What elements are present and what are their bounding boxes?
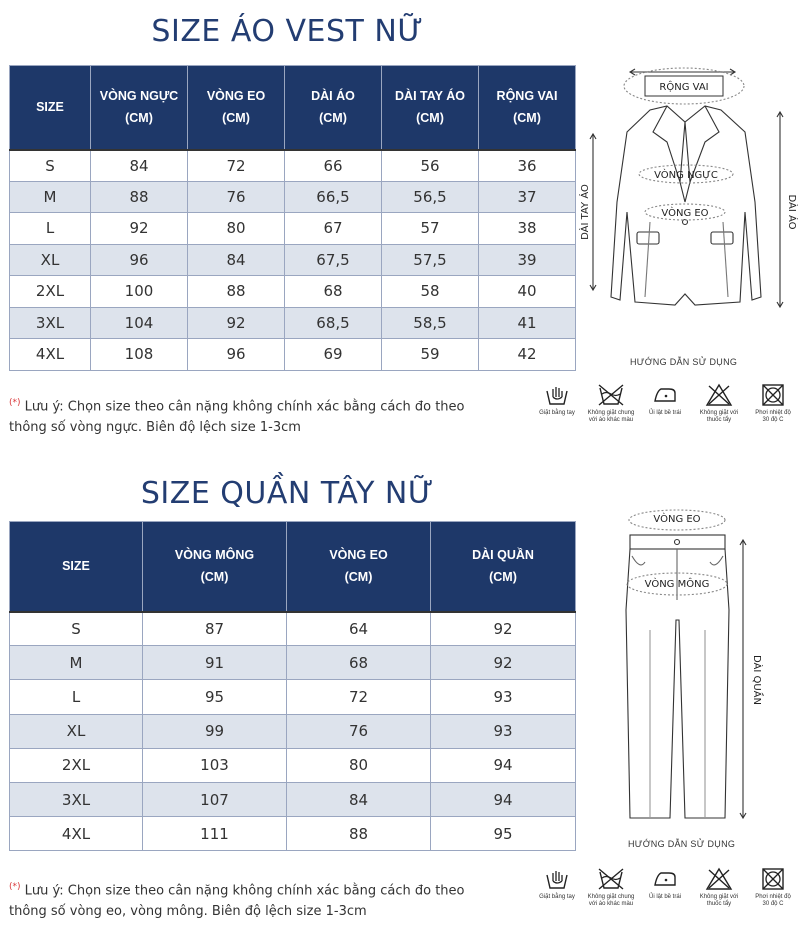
header-size: SIZE <box>10 66 91 150</box>
table-row <box>10 181 576 213</box>
care-label: Giặt bằng tay <box>539 410 575 416</box>
pants-length-label: DÀI QUẦN <box>751 654 762 706</box>
hand-wash-icon <box>544 383 570 407</box>
note-text: Lưu ý: Chọn size theo cân nặng không chính xác bằng cách đo theo <box>24 399 465 415</box>
table-row <box>10 714 576 748</box>
table-cell: 72 <box>287 680 431 714</box>
header-sleeve: DÀI TAY ÁO (CM) <box>382 66 479 150</box>
size-cell: 4XL <box>10 339 91 371</box>
care-label: thuốc tẩy <box>706 417 732 423</box>
care-item <box>584 383 638 424</box>
table-cell: 91 <box>143 646 287 680</box>
size-cell: L <box>10 680 143 714</box>
table-cell: 57,5 <box>382 244 479 276</box>
table-cell: 111 <box>143 817 287 851</box>
care-label: với áo khác màu <box>588 417 634 423</box>
care-item <box>530 867 584 908</box>
table-cell: 40 <box>479 276 576 308</box>
pants-measurement-diagram <box>600 500 770 830</box>
table-row <box>10 307 576 339</box>
table-cell: 56,5 <box>382 181 479 213</box>
table-row <box>10 782 576 816</box>
vest-size-title: SIZE ÁO VEST NỮ <box>151 14 424 49</box>
table-cell: 69 <box>285 339 382 371</box>
size-cell: S <box>10 150 91 182</box>
table-cell: 84 <box>91 150 188 182</box>
table-row <box>10 646 576 680</box>
care-guide-title: HƯỚNG DẪN SỬ DỤNG <box>628 839 736 849</box>
care-label: với áo khác màu <box>588 901 634 907</box>
header-shoulder: RỘNG VAI (CM) <box>479 66 576 150</box>
table-row <box>10 244 576 276</box>
header-waist: VÒNG EO (CM) <box>287 522 431 612</box>
table-cell: 42 <box>479 339 576 371</box>
table-cell: 94 <box>431 748 576 782</box>
table-cell: 104 <box>91 307 188 339</box>
size-cell: 3XL <box>10 307 91 339</box>
header-waist: VÒNG EO (CM) <box>188 66 285 150</box>
table-cell: 88 <box>91 181 188 213</box>
hand-wash-icon <box>544 867 570 891</box>
table-cell: 92 <box>188 307 285 339</box>
table-cell: 76 <box>188 181 285 213</box>
table-cell: 58,5 <box>382 307 479 339</box>
table-cell: 66 <box>285 150 382 182</box>
table-cell: 68 <box>287 646 431 680</box>
table-cell: 57 <box>382 213 479 245</box>
care-item <box>746 867 800 908</box>
note-asterisk: (*) <box>9 398 21 408</box>
table-cell: 87 <box>143 612 287 646</box>
no-bleach-icon <box>705 383 733 407</box>
note-asterisk: (*) <box>9 882 21 892</box>
care-item <box>746 383 800 424</box>
jacket-length-label: DÀI ÁO <box>786 194 797 230</box>
care-icons-row <box>530 867 800 908</box>
care-item <box>530 383 584 424</box>
table-cell: 95 <box>143 680 287 714</box>
sleeve-length-label: DÀI TAY ÁO <box>580 184 591 240</box>
care-item <box>692 383 746 424</box>
table-cell: 100 <box>91 276 188 308</box>
table-row <box>10 612 576 646</box>
size-cell: 2XL <box>10 748 143 782</box>
table-cell: 84 <box>188 244 285 276</box>
care-guide-title: HƯỚNG DẪN SỬ DỤNG <box>630 357 738 367</box>
vest-measurement-diagram <box>575 62 800 362</box>
care-item <box>638 867 692 908</box>
table-cell: 103 <box>143 748 287 782</box>
table-header-row <box>10 66 576 150</box>
size-cell: M <box>10 646 143 680</box>
size-cell: XL <box>10 244 91 276</box>
table-cell: 99 <box>143 714 287 748</box>
care-item <box>692 867 746 908</box>
table-row <box>10 150 576 182</box>
table-cell: 68,5 <box>285 307 382 339</box>
table-cell: 92 <box>91 213 188 245</box>
header-hip: VÒNG MÔNG (CM) <box>143 522 287 612</box>
care-label: Ủi lật bề trái <box>648 410 681 416</box>
note-text: thông số vòng ngực. Biên độ lệch size 1-3cm <box>9 420 301 436</box>
care-label: Không giặt chung <box>587 894 635 900</box>
dry-30c-icon <box>760 383 786 407</box>
table-cell: 38 <box>479 213 576 245</box>
table-cell: 56 <box>382 150 479 182</box>
care-label: 30 độ C <box>762 901 784 907</box>
table-cell: 88 <box>287 817 431 851</box>
header-chest: VÒNG NGỰC (CM) <box>91 66 188 150</box>
pants-size-note <box>9 877 479 922</box>
table-row <box>10 339 576 371</box>
table-cell: 107 <box>143 782 287 816</box>
no-bleach-icon <box>705 867 733 891</box>
table-cell: 59 <box>382 339 479 371</box>
care-label: Giặt bằng tay <box>539 894 575 900</box>
note-text: thông số vòng eo, vòng mông. Biên độ lệch size 1-3cm <box>9 904 367 920</box>
table-row <box>10 817 576 851</box>
chest-label: VÒNG NGỰC <box>654 170 718 181</box>
care-item <box>638 383 692 424</box>
pants-size-title: SIZE QUẦN TÂY NỮ <box>140 476 435 511</box>
table-cell: 92 <box>431 646 576 680</box>
table-row <box>10 748 576 782</box>
care-icons-row <box>530 383 800 424</box>
care-label: Không giặt với <box>699 894 739 900</box>
table-cell: 64 <box>287 612 431 646</box>
table-row <box>10 276 576 308</box>
table-row <box>10 680 576 714</box>
table-cell: 76 <box>287 714 431 748</box>
size-cell: M <box>10 181 91 213</box>
iron-icon <box>651 867 679 891</box>
size-cell: XL <box>10 714 143 748</box>
care-label: Phơi nhiệt độ <box>755 410 791 416</box>
iron-icon <box>651 383 679 407</box>
shoulder-label: RỘNG VAI <box>659 82 709 93</box>
table-cell: 80 <box>188 213 285 245</box>
header-length: DÀI QUẦN (CM) <box>431 522 576 612</box>
table-cell: 67,5 <box>285 244 382 276</box>
table-cell: 39 <box>479 244 576 276</box>
table-cell: 88 <box>188 276 285 308</box>
waist-label: VÒNG EO <box>661 208 709 219</box>
header-size: SIZE <box>10 522 143 612</box>
care-label: 30 độ C <box>762 417 784 423</box>
table-cell: 72 <box>188 150 285 182</box>
vest-size-note <box>9 393 479 438</box>
vest-size-table <box>9 65 576 371</box>
size-cell: 4XL <box>10 817 143 851</box>
table-cell: 84 <box>287 782 431 816</box>
table-cell: 58 <box>382 276 479 308</box>
size-cell: 2XL <box>10 276 91 308</box>
no-wash-together-icon <box>596 383 626 407</box>
table-cell: 93 <box>431 714 576 748</box>
header-length: DÀI ÁO (CM) <box>285 66 382 150</box>
dry-30c-icon <box>760 867 786 891</box>
table-header-row <box>10 522 576 612</box>
table-cell: 67 <box>285 213 382 245</box>
table-cell: 66,5 <box>285 181 382 213</box>
table-cell: 96 <box>188 339 285 371</box>
size-cell: 3XL <box>10 782 143 816</box>
table-cell: 37 <box>479 181 576 213</box>
table-row <box>10 213 576 245</box>
table-cell: 80 <box>287 748 431 782</box>
care-label: Không giặt với <box>699 410 739 416</box>
size-cell: S <box>10 612 143 646</box>
waist-label: VÒNG EO <box>653 514 701 525</box>
care-item <box>584 867 638 908</box>
table-cell: 96 <box>91 244 188 276</box>
table-cell: 92 <box>431 612 576 646</box>
table-cell: 68 <box>285 276 382 308</box>
table-cell: 94 <box>431 782 576 816</box>
care-label: Ủi lật bề trái <box>648 894 681 900</box>
table-cell: 36 <box>479 150 576 182</box>
no-wash-together-icon <box>596 867 626 891</box>
size-cell: L <box>10 213 91 245</box>
pants-size-table <box>9 521 576 851</box>
care-label: Không giặt chung <box>587 410 635 416</box>
note-text: Lưu ý: Chọn size theo cân nặng không chính xác bằng cách đo theo <box>24 883 465 899</box>
table-cell: 108 <box>91 339 188 371</box>
hip-label: VÒNG MÔNG <box>644 579 710 590</box>
care-label: Phơi nhiệt độ <box>755 894 791 900</box>
table-cell: 41 <box>479 307 576 339</box>
table-cell: 95 <box>431 817 576 851</box>
table-cell: 93 <box>431 680 576 714</box>
care-label: thuốc tẩy <box>706 901 732 907</box>
